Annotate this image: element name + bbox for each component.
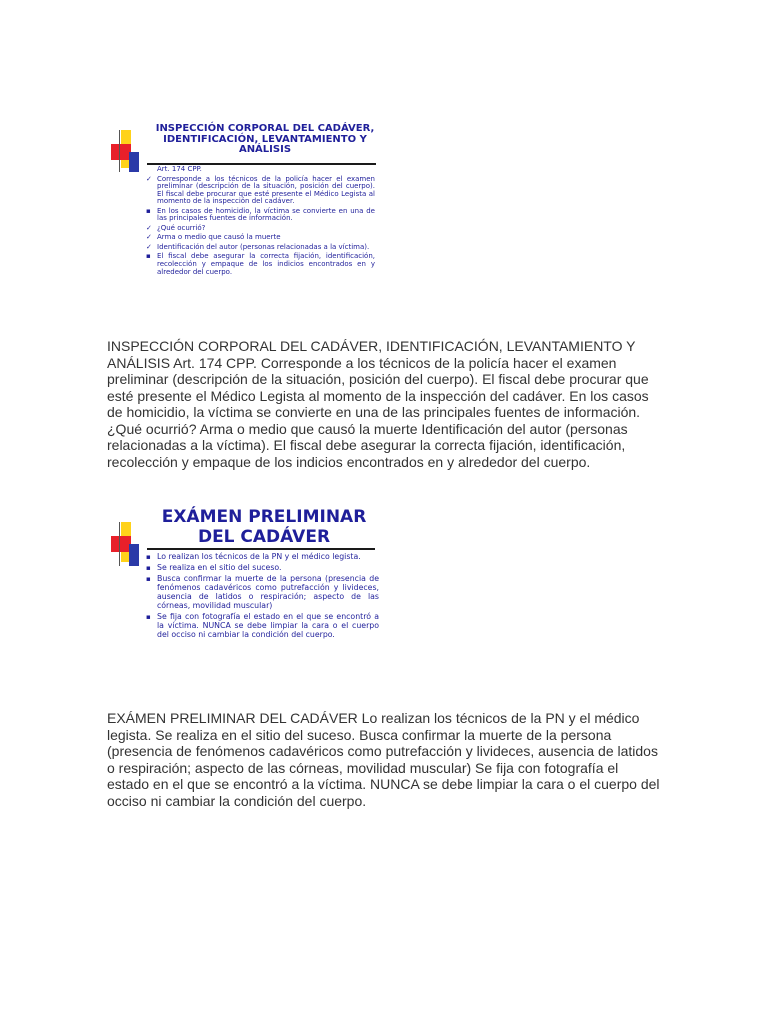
list-item: ✓ Identificación del autor (personas relacionadas a la víctima).: [146, 242, 370, 251]
slide2-bullet-list: [145, 553, 379, 642]
slide-image-examen-preliminar: [107, 500, 382, 692]
list-item: ▪ El fiscal debe asegurar la correcta fijación, identificación, recolección y empaque de los indicios encontrados en y alrededor del cuerpo.: [146, 252, 375, 276]
list-item: Art. 174 CPP.: [157, 165, 202, 173]
list-item: ▪ Se fija con fotografía el estado en el que se encontró a la víctima. NUNCA se debe limpiar la cara o el cuerpo del occiso ni cambiar la condición del cuerpo.: [146, 611, 379, 639]
slide1-title: INSPECCIÓN CORPORAL DEL CADÁVER, IDENTIFICACIÓN, LEVANTAMIENTO Y ANÁLISIS: [155, 123, 375, 155]
slide2-title-rule: [147, 548, 375, 550]
list-item: ✓ Corresponde a los técnicos de la policía hacer el examen preliminar (descripción de la situación, posición del cuerpo). El fiscal debe procurar que esté presente el Médico Legista al momento de la inspección del cadáver.: [146, 174, 375, 206]
list-item: ▪ En los casos de homicidio, la víctima se convierte en una de las principales fuentes de información.: [146, 206, 375, 223]
list-item: ✓ Arma o medio que causó la muerte: [146, 233, 281, 242]
slide-decoration-blocks: [107, 130, 147, 172]
slide2-title: EXÁMEN PRELIMINAR DEL CADÁVER: [161, 507, 367, 547]
list-item: ▪ Busca confirmar la muerte de la persona (presencia de fenómenos cadavéricos como putrefacción y livideces, ausencia de latidos o respiración; aspecto de las córneas, movilidad muscular): [146, 573, 379, 610]
slide-image-inspeccion: [107, 112, 379, 317]
slide1-bullet-list: [145, 166, 375, 278]
list-item: ▪ Lo realizan los técnicos de la PN y el médico legista.: [146, 552, 361, 561]
paragraph-examen-preliminar: EXÁMEN PRELIMINAR DEL CADÁVER Lo realizan los técnicos de la PN y el médico legista. Se realiza en el sitio del suceso. Busca confirmar la muerte de la persona (presencia de fenómenos cadavéricos como putrefacción y livideces, ausencia de latidos o respiración; aspecto de las córneas, movilidad muscular) Se fija con fotografía el estado en el que se encontró a la víctima. NUNCA se debe limpiar la cara o el cuerpo del occiso ni cambiar la condición del cuerpo.: [107, 710, 660, 809]
slide-decoration-blocks: [107, 522, 149, 566]
list-item: ✓ ¿Qué ocurrió?: [146, 223, 206, 232]
list-item: ▪ Se realiza en el sitio del suceso.: [146, 562, 282, 572]
paragraph-inspeccion: INSPECCIÓN CORPORAL DEL CADÁVER, IDENTIFICACIÓN, LEVANTAMIENTO Y ANÁLISIS Art. 174 CPP. Corresponde a los técnicos de la policía hacer el examen preliminar (descripción de la situación, posición del cuerpo). El fiscal debe procurar que esté presente el Médico Legista al momento de la inspección del cadáver. En los casos de homicidio, la víctima se convierte en una de las principales fuentes de información. ¿Qué ocurrió? Arma o medio que causó la muerte Identificación del autor (personas relacionadas a la víctima). El fiscal debe asegurar la correcta fijación, identificación, recolección y empaque de los indicios encontrados en y alrededor del cuerpo.: [107, 338, 649, 470]
